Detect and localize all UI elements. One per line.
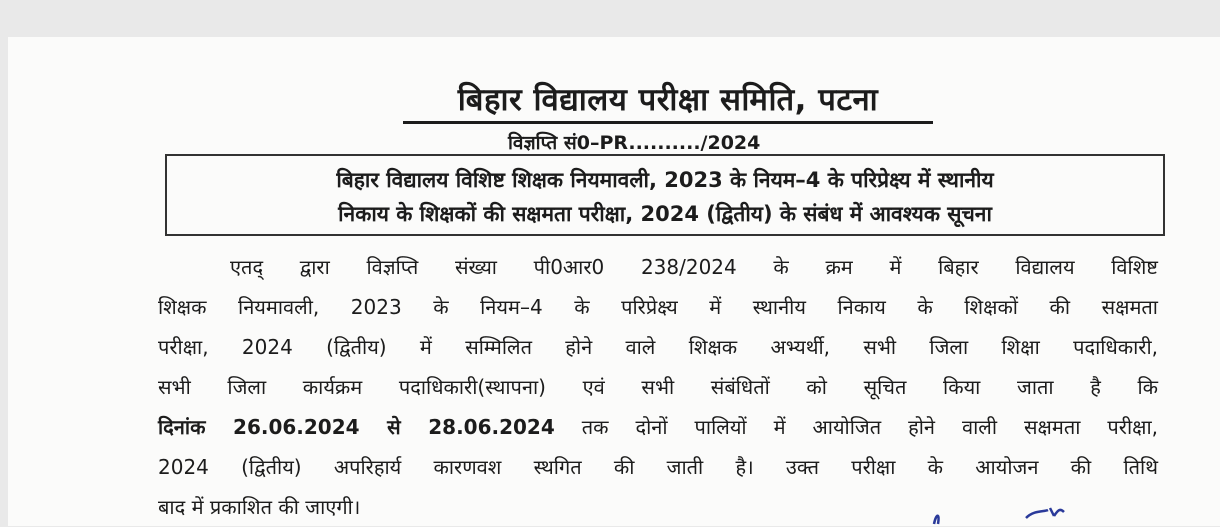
- body-line: एतद् द्वारा विज्ञप्ति संख्या पी0आर0 238/2024 के क्रम में बिहार विद्यालय विशिष्ट: [230, 255, 1158, 279]
- subject-line: निकाय के शिक्षकों की सक्षमता परीक्षा, 2024 (द्वितीय) के संबंध में आवश्यक सूचना: [338, 202, 992, 226]
- subject-line: बिहार विद्यालय विशिष्ट शिक्षक नियमावली, 2023 के नियम–4 के परिप्रेक्ष्य में स्थानीय: [336, 168, 994, 192]
- body-line: सभी जिला कार्यक्रम पदाधिकारी(स्थापना) एवं सभी संबंधितों को सूचित किया जाता है कि: [158, 375, 1158, 399]
- body-line: बाद में प्रकाशित की जाएगी।: [158, 495, 361, 519]
- body-line: 2024 (द्वितीय) अपरिहार्य कारणवश स्थगित की जाती है। उक्त परीक्षा के आयोजन की तिथि: [158, 455, 1158, 479]
- exam-dates: दिनांक 26.06.2024 से 28.06.2024: [158, 415, 555, 439]
- document-page: [8, 37, 1220, 526]
- body-line: [158, 407, 1158, 447]
- subject-box: [165, 154, 1165, 236]
- notice-body: [158, 247, 1158, 527]
- body-line: परीक्षा, 2024 (द्वितीय) में सम्मिलित होने वाले शिक्षक अभ्यर्थी, सभी जिला शिक्षा पदाधिकारी,: [158, 335, 1158, 359]
- page-title: बिहार विद्यालय परीक्षा समिति, पटना: [403, 79, 933, 124]
- body-line: शिक्षक नियमावली, 2023 के नियम–4 के परिप्रेक्ष्य में स्थानीय निकाय के शिक्षकों की सक्षमता: [158, 295, 1158, 319]
- signature-mark: [926, 504, 1066, 526]
- body-text: तक दोनों पालियों में आयोजित होने वाली सक्षमता परीक्षा,: [554, 415, 1158, 439]
- notice-number: विज्ञप्ति सं0–PR........../2024: [508, 132, 761, 154]
